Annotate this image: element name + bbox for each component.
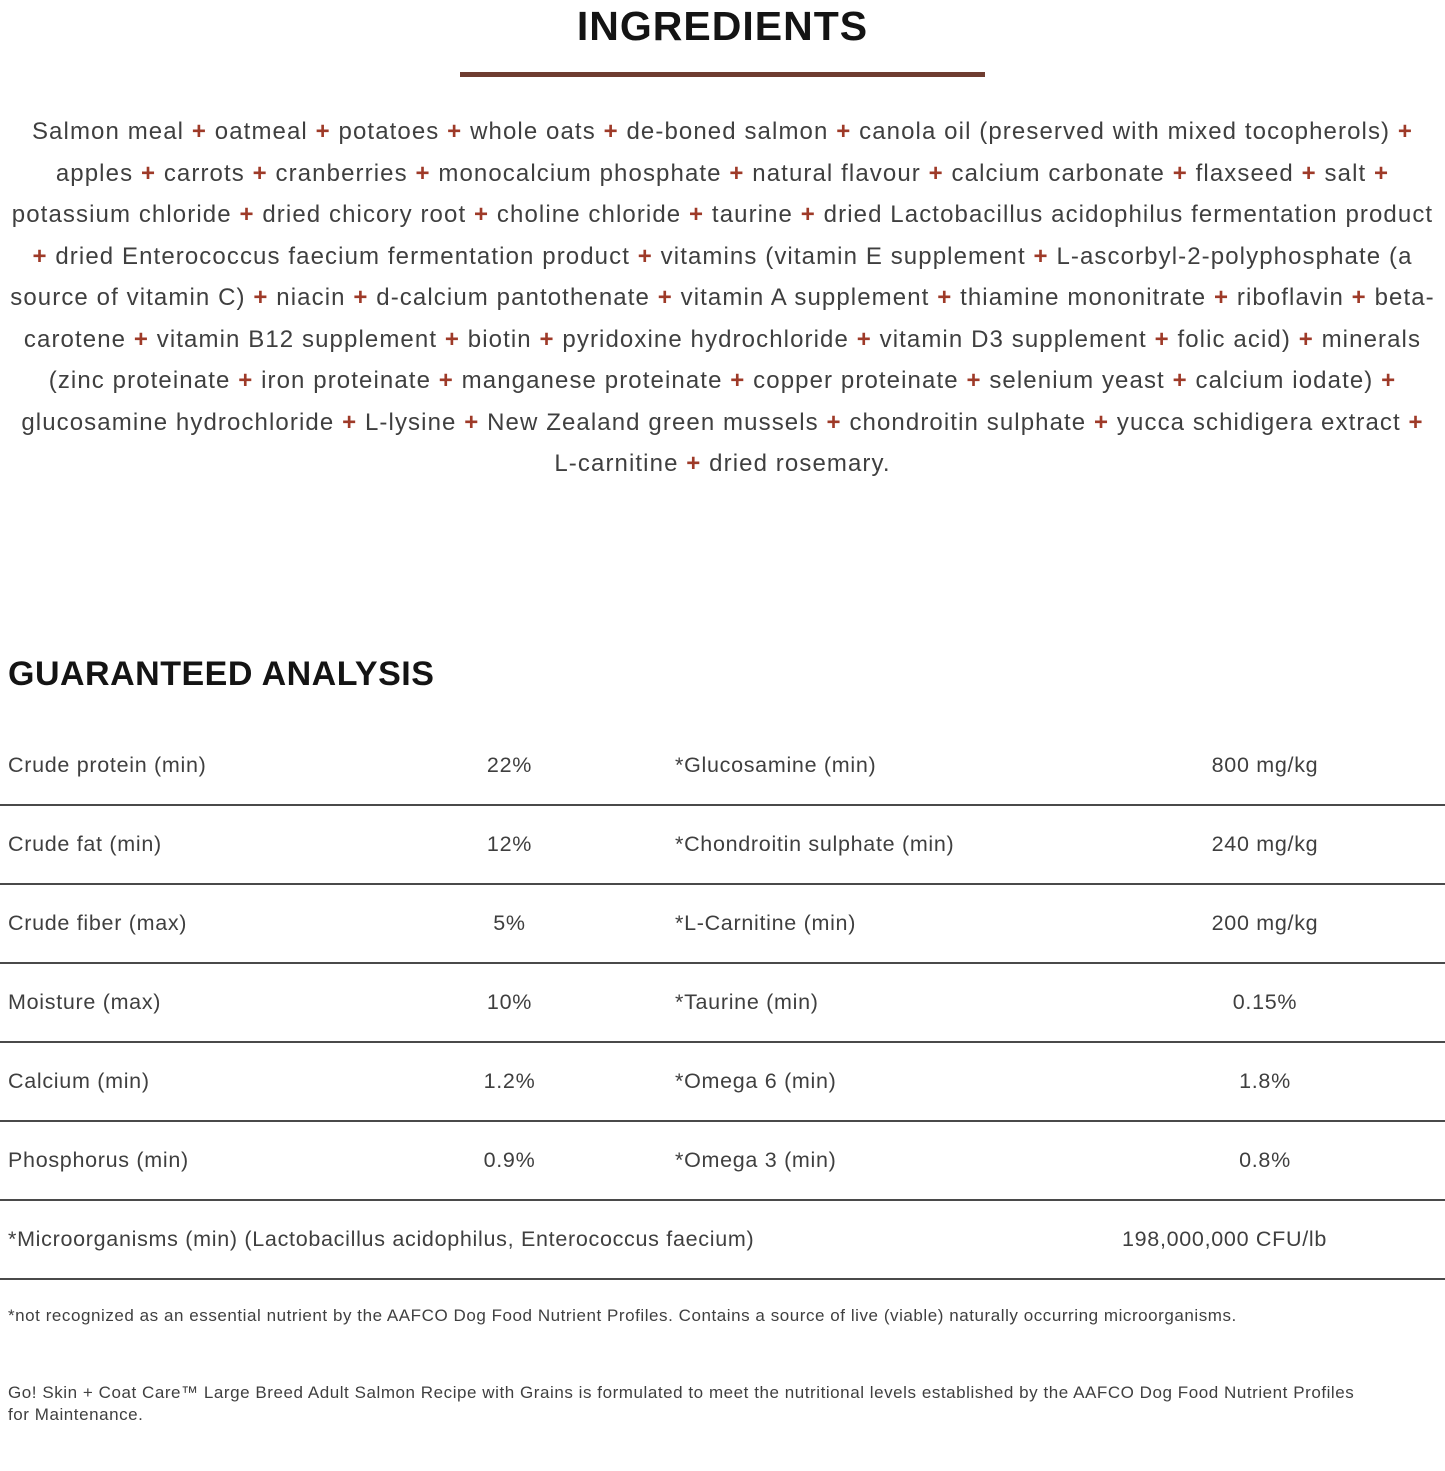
nutrient-value: 0.8% [1239,1147,1291,1172]
ingredient-item: pyridoxine hydrochloride [562,325,849,353]
nutrient-value: 1.8% [1239,1068,1291,1093]
title-underline [460,72,985,77]
plus-separator: + [678,450,710,477]
nutrient-label: *Chondroitin sulphate (min) [675,831,955,856]
nutrient-value: 22% [486,752,533,777]
formulation-statement: Go! Skin + Coat Care™ Large Breed Adult Salmon Recipe with Grains is formulated to meet the nutritional levels established by the AAFCO Dog Food Nutrient Profiles for Maintenance. [8,1383,1355,1424]
plus-separator: + [1400,408,1424,436]
ingredient-item: dried Enterococcus faecium fermentation product [55,242,630,270]
ingredient-item: calcium iodate) [1195,367,1374,394]
plus-separator: + [1343,284,1375,311]
nutrient-value: 0.9% [483,1147,536,1172]
plus-separator: + [133,159,164,187]
ingredient-item: taurine [711,201,794,228]
plus-separator: + [1086,408,1117,436]
nutrient-value: 0.15% [1232,989,1298,1014]
plus-separator: + [466,201,497,228]
nutrient-label: *L-Carnitine (min) [675,910,857,935]
ingredient-item: carrots [163,159,245,187]
ingredient-item: L-carnitine [554,450,679,477]
plus-separator: + [439,118,471,145]
plus-separator: + [1165,159,1196,187]
ingredient-item: beta-carotene [23,284,1435,353]
plus-separator: + [1390,118,1414,145]
ingredient-item: dried rosemary. [709,450,891,477]
plus-separator: + [1206,284,1237,311]
plus-separator: + [1025,242,1057,270]
plus-separator: + [531,325,563,353]
ingredient-item: natural flavour [752,159,921,187]
ingredient-item: cranberries [275,159,408,187]
nutrient-label: *Omega 3 (min) [675,1147,837,1172]
ingredient-item: Salmon meal [31,118,185,145]
plus-separator: + [437,325,468,353]
ingredient-item: dried chicory root [262,201,467,228]
ingredient-item: biotin [467,325,532,353]
plus-separator: + [958,367,990,394]
analysis-row [0,727,1445,806]
ingredient-item: L-lysine [364,408,457,436]
nutrient-label: *Microorganisms (min) (Lactobacillus acidophilus, Enterococcus faecium) [8,1226,755,1251]
nutrient-label: Phosphorus (min) [8,1147,189,1172]
ingredient-item: riboflavin [1236,284,1344,311]
ingredient-item: New Zealand green mussels [487,408,819,436]
ingredient-item: canola oil (preserved with mixed tocopherols) [859,118,1391,145]
analysis-row [0,885,1445,964]
guaranteed-analysis-table [0,727,1445,1280]
nutrient-label: Moisture (max) [8,989,162,1014]
analysis-row [0,1043,1445,1122]
ingredient-item: apples [55,159,134,187]
nutrient-value: 198,000,000 CFU/lb [1121,1226,1327,1251]
plus-separator: + [345,284,377,311]
plus-separator: + [230,367,262,394]
analysis-row [0,1122,1445,1201]
plus-separator: + [184,118,215,145]
ingredients-list [0,111,1445,485]
ingredient-item: iron proteinate [261,367,432,394]
plus-separator: + [722,367,754,394]
ingredient-item: flaxseed [1195,159,1294,187]
plus-separator: + [828,118,860,145]
ingredient-item: chondroitin sulphate [849,408,1087,436]
plus-separator: + [920,159,952,187]
plus-separator: + [407,159,439,187]
plus-separator: + [681,201,712,228]
ingredient-item: thiamine mononitrate [960,284,1207,311]
plus-separator: + [595,118,627,145]
nutrient-label: *Glucosamine (min) [675,752,877,777]
ingredient-item: calcium carbonate [951,159,1165,187]
plus-separator: + [649,284,681,311]
plus-separator: + [929,284,961,311]
nutrient-label: Crude fat (min) [8,831,162,856]
ingredient-item: manganese proteinate [461,367,723,394]
ingredient-item: glucosamine hydrochloride [21,408,335,436]
nutrient-value: 240 mg/kg [1211,831,1319,856]
ingredient-item: monocalcium phosphate [438,159,722,187]
ingredient-item: vitamin A supplement [680,284,930,311]
aafco-footnote: *not recognized as an essential nutrient by the AAFCO Dog Food Nutrient Profiles. Contains a source of live (viable) naturally occurring microorganisms. [8,1305,1237,1325]
ingredient-item: salt [1324,159,1367,187]
ingredient-item: potassium chloride [11,201,232,228]
nutrient-value: 200 mg/kg [1211,910,1319,935]
analysis-row [0,806,1445,885]
ingredient-item: oatmeal [214,118,308,145]
plus-separator: + [334,408,365,436]
nutrient-value: 5% [493,910,526,935]
nutrient-label: *Taurine (min) [675,989,819,1014]
ingredient-item: L-ascorbyl-2-polyphosphate (a source of vitamin C) [10,242,1413,311]
plus-separator: + [1290,325,1322,353]
ingredient-item: potatoes [338,118,440,145]
plus-separator: + [32,242,56,270]
plus-separator: + [431,367,462,394]
plus-separator: + [793,201,824,228]
plus-separator: + [307,118,339,145]
plus-separator: + [1146,325,1178,353]
ingredient-item: selenium yeast [989,367,1165,394]
nutrient-value: 10% [486,989,533,1014]
plus-separator: + [1164,367,1196,394]
plus-separator: + [1373,367,1397,394]
ingredient-item: choline chloride [496,201,682,228]
ingredient-item: vitamins (vitamin E supplement [660,242,1026,270]
plus-separator: + [721,159,753,187]
nutrient-label: Calcium (min) [8,1068,150,1093]
plus-separator: + [818,408,850,436]
ingredient-item: d-calcium pantothenate [376,284,650,311]
ingredient-item: dried Lactobacillus acidophilus fermentation product [823,201,1434,228]
guaranteed-analysis-title: GUARANTEED ANALYSIS [8,654,435,693]
nutrient-value: 800 mg/kg [1211,752,1319,777]
nutrition-label [0,3,1445,1425]
ingredient-item: de-boned salmon [626,118,829,145]
ingredient-item: yucca schidigera extract [1116,408,1401,436]
ingredients-title: INGREDIENTS [576,3,869,49]
ingredient-item: folic acid) [1177,325,1291,353]
ingredient-item: whole oats [470,118,596,145]
ingredient-item: niacin [276,284,346,311]
nutrient-value: 1.2% [483,1068,536,1093]
plus-separator: + [231,201,263,228]
plus-separator: + [456,408,488,436]
nutrient-value: 12% [486,831,533,856]
analysis-row [0,964,1445,1043]
plus-separator: + [245,284,277,311]
ingredient-item: minerals (zinc proteinate [48,325,1422,394]
ingredient-item: vitamin D3 supplement [879,325,1147,353]
ingredient-item: copper proteinate [753,367,959,394]
plus-separator: + [126,325,157,353]
microorganisms-row [0,1201,1445,1280]
plus-separator: + [848,325,880,353]
nutrient-label: *Omega 6 (min) [675,1068,837,1093]
plus-separator: + [1293,159,1325,187]
nutrient-label: Crude fiber (max) [8,910,188,935]
plus-separator: + [244,159,276,187]
ingredient-item: vitamin B12 supplement [156,325,438,353]
plus-separator: + [630,242,661,270]
plus-separator: + [1366,159,1390,187]
nutrient-label: Crude protein (min) [8,752,207,777]
